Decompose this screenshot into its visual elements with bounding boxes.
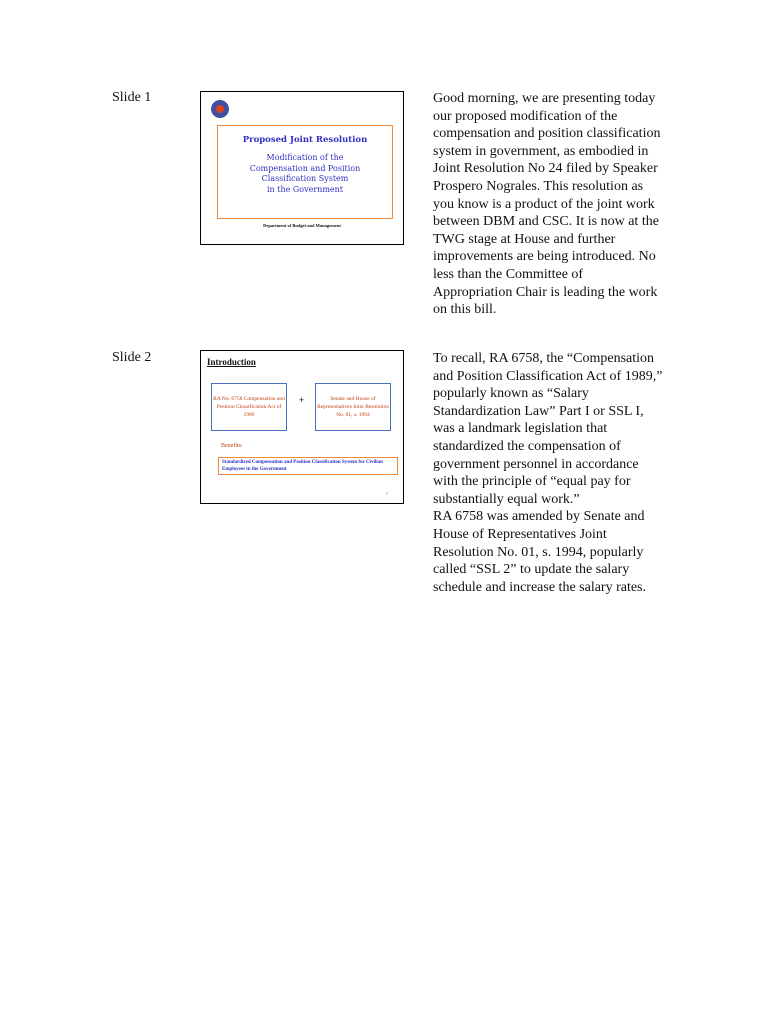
seal-logo-icon xyxy=(211,100,229,118)
slide-1-title-box xyxy=(217,125,393,219)
benefits-box: Standardized Compensation and Position Classification System for Civilian Employees in the Government xyxy=(218,457,398,475)
subtitle-line: Modification of the xyxy=(266,153,344,162)
slide-1-label: Slide 1 xyxy=(112,90,152,105)
slide-1-title: Proposed Joint Resolution xyxy=(242,135,368,145)
subtitle-line: Classification System xyxy=(261,174,349,183)
slide-1-notes: Good morning, we are presenting today our proposed modification of the compensation and position classification system in government, as embodied in Joint Resolution No 24 filed by Speaker Prospero Nograles. This resolution as you know is a product of the joint work between DBM and CSC. It is now at the TWG stage at House and further improvements are being introduced. No less than the Committee of Appropriation Chair is leading the work on this bill. xyxy=(433,91,661,318)
slide-2-notes-paragraph: RA 6758 was amended by Senate and House of Representatives Joint Resolution No. 01, s. 1994, popularly called “SSL 2” to update the salary schedule and increase the salary rates. xyxy=(433,509,647,595)
slide-2-label: Slide 2 xyxy=(112,350,152,365)
slide-2-thumbnail xyxy=(200,350,404,504)
slide-1-subtitle xyxy=(218,153,392,195)
subtitle-line: Compensation and Position xyxy=(249,163,361,173)
slide-2-title: Introduction xyxy=(207,357,256,367)
plus-sign: + xyxy=(299,395,305,405)
benefits-label: Benefits: xyxy=(221,443,243,449)
ra-6758-box: RA No. 6758 Compensation and Position Classification Act of 1989 xyxy=(211,383,287,431)
subtitle-line: in the Government xyxy=(266,184,344,194)
slide-2-notes xyxy=(433,350,663,596)
joint-resolution-box: Senate and House of Representatives Joint Resolution No. 01, s. 1994 xyxy=(315,383,391,431)
slide-1-footer: Department of Budget and Management xyxy=(263,223,341,228)
slide-1-thumbnail xyxy=(200,91,404,245)
slide-page-number: 1 xyxy=(386,491,388,496)
slide-2-notes-paragraph: To recall, RA 6758, the “Compensation and Position Classification Act of 1989,” popularly known as “Salary Standardization Law” Part I or SSL I, was a landmark legislation that standardized the compensation of government personnel in accordance with the principle of “equal pay for substantially equal work.” xyxy=(433,351,663,507)
